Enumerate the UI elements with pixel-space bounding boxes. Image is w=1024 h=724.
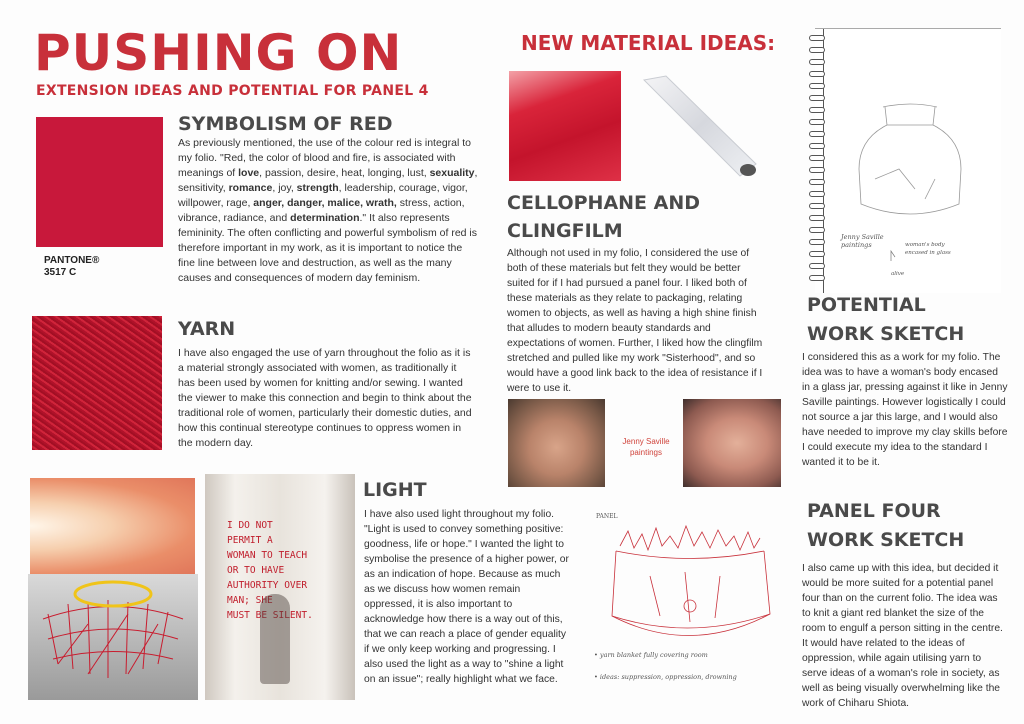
page-title: PUSHING ON — [34, 24, 403, 82]
saville-painting-right — [683, 399, 781, 487]
pantone-code: 3517 C — [44, 267, 77, 278]
light-glow-photo — [30, 478, 195, 574]
pantone-brand: PANTONE® — [44, 255, 100, 266]
curtain-text: I DO NOT PERMIT A WOMAN TO TEACH OR TO HAVE AUTHORITY OVER MAN; SHE MUST BE SILENT. — [227, 520, 313, 621]
jar-note-alive: alive — [891, 271, 905, 277]
yarn-body: I have also engaged the use of yarn throughout the folio as it is a material strongly associated with women, as traditionally it has been used by women for knitting and/or sewing. I wanted the viewer to make this connection and begin to think about the traditional role of women, particularly their domestic duties, and how this continual stereotype continues to oppress women in the modern day. — [178, 347, 472, 449]
yarn-photo — [32, 316, 162, 450]
panel-four-heading: PANEL FOUR WORK SKETCH — [807, 500, 965, 551]
clingfilm-roll — [636, 72, 762, 180]
yarn-installation-photo — [28, 574, 198, 700]
new-material-heading: NEW MATERIAL IDEAS: — [521, 31, 776, 55]
light-body: I have also used light throughout my folio. "Light is used to convey something positive: goodness, life or hope." I wanted the light to symbolise the presence of a higher power, or as an indication of hope. Because as much as we discuss how women remain oppressed, it is also important to acknowledge how there is a way out of this, that we can reach a place of gender equality if we only keep working and progressing. I also used the light as a way to "shine a light on an issue"; really highlight what we face. — [364, 509, 569, 685]
embroidered-curtain-photo — [205, 474, 355, 700]
jar-sketch-notebook — [815, 28, 1001, 293]
sketch-note-1: • yarn blanket fully covering room — [594, 651, 708, 659]
cellophane-body: Although not used in my folio, I considered the use of both of these materials but felt they would be better suited for if I had pursued a panel four. I liked both of these materials as they relate to packaging, relating women to objects, as well as having a high shine finish that alludes to modern beauty standards and expectations of women. Further, I liked how the clingfilm stretched and pulled like my work "Sisterhood", and so would have a good link back to the idea of resistance if I were to use it. — [507, 248, 763, 394]
panel-sketch-drawing — [590, 506, 790, 696]
jar-note-body: woman's body encased in glass — [905, 242, 951, 256]
figure-silhouette — [260, 594, 290, 684]
symbolism-body: As previously mentioned, the use of the colour red is integral to my folio. "Red, the color of blood and fire, is associated with meanings of love, passion, desire, heat, longing, lust, sexuality, sensitivity, romance, joy, strength, leadership, courage, vigor, willpower, rage, anger, danger, malice, wrath, stress, action, vibrance, radiance, and determination." It also represents femininity. The often conflicting and powerful symbolism of red is therefore important in my work, as it is important to notice the fine line between love and destruction, as well as the many causes and consequences of modern day feminism. — [178, 137, 478, 284]
sketch-panel-label: PANEL — [596, 513, 618, 520]
cellophane-photo — [509, 71, 621, 181]
red-swatch — [36, 117, 163, 247]
sketch-note-2: • ideas: suppression, oppression, drowning — [594, 673, 737, 681]
symbolism-heading: SYMBOLISM OF RED — [178, 113, 393, 135]
saville-painting-left — [508, 399, 605, 487]
panel-four-body: I also came up with this idea, but decided it would be more suited for a potential panel four than on the current folio. The idea was to knit a giant red blanket the size of the room to engulf a person sitting in the centre. It would have related to the ideas of oppression, while again utilising yarn to serve ideas of a woman's role in society, as well as being visually overwhelming like the work of Chiharu Shiota. — [802, 563, 1003, 709]
clingfilm-photo — [636, 72, 762, 180]
potential-sketch-body: I considered this as a work for my folio. The idea was to have a woman's body encased in a glass jar, pressing against it like in Jenny Saville paintings. However logistically I could not source a jar this large, and I would also have needed to improve my clay skills before I could execute my idea to the standard I wanted it to be it. — [802, 352, 1008, 468]
jar-note-saville: Jenny Saville paintings — [841, 233, 884, 249]
potential-sketch-heading: POTENTIAL WORK SKETCH — [807, 294, 965, 345]
installation-drawing — [28, 574, 198, 700]
cellophane-heading: CELLOPHANE AND CLINGFILM — [507, 192, 701, 242]
page-subtitle: EXTENSION IDEAS AND POTENTIAL FOR PANEL 4 — [36, 83, 429, 99]
yarn-heading: YARN — [178, 318, 236, 340]
pantone-label — [44, 255, 99, 279]
saville-caption: Jenny Saville paintings — [622, 437, 670, 457]
light-heading: LIGHT — [363, 479, 427, 501]
panel-sketch — [590, 506, 790, 696]
